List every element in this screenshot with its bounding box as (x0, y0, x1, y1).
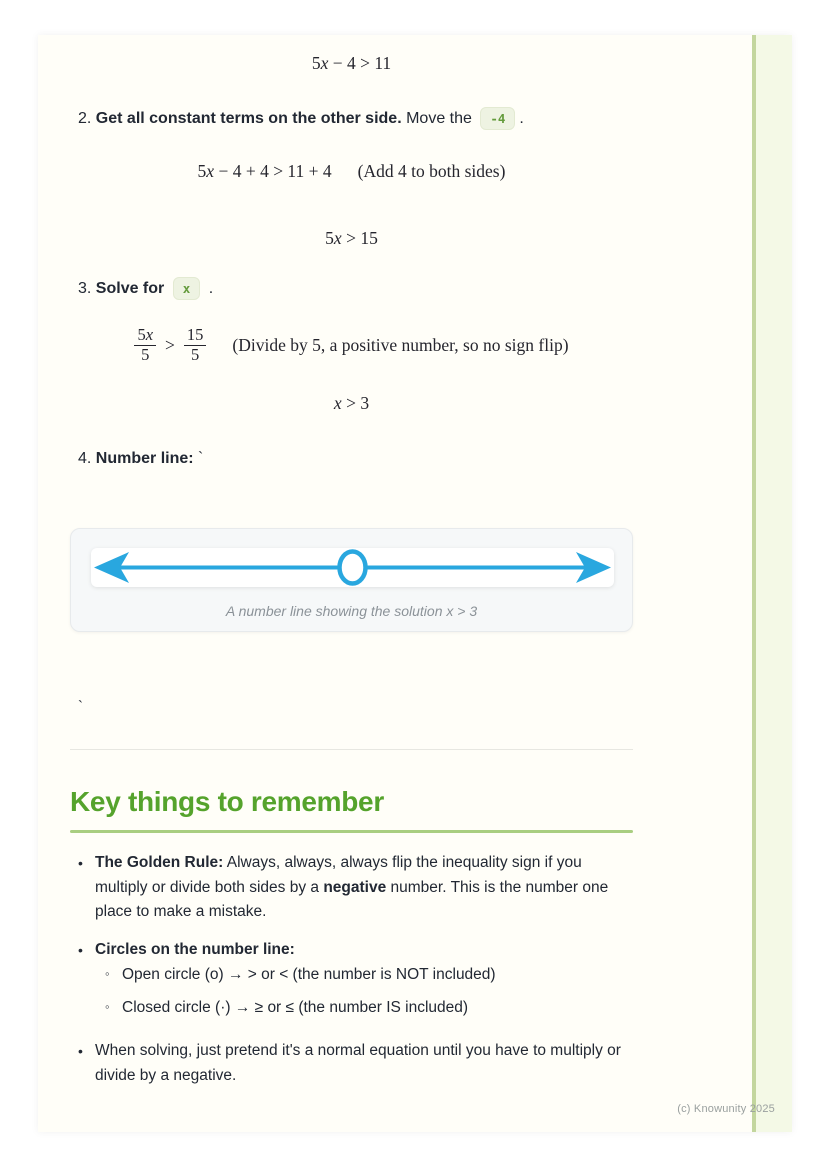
bullet-text: The Golden Rule: Always, always, always flip the inequality sign if you multiply or divide both sides by a negative number. This is the number one place to make a mistake. (95, 854, 609, 920)
circle-bullet-icon: ◦ (105, 998, 110, 1014)
inequality-operator: > (165, 334, 175, 355)
equation-variable: x (333, 228, 342, 248)
fraction-denominator: 5 (141, 344, 150, 364)
bullet-text: Open circle (o) → > or < (the number is NOT included) (122, 966, 496, 983)
step-4-line (78, 445, 203, 473)
equation-solution (70, 393, 633, 414)
step-text: . (208, 280, 214, 297)
key-points-list (78, 851, 626, 1101)
step-3-line (78, 275, 213, 303)
copyright-footer: (c) Knowunity 2025 (677, 1103, 775, 1115)
open-circle-marker (340, 552, 366, 584)
equation-text: − 4 > 11 (328, 53, 392, 73)
heading-underline (70, 830, 633, 833)
bullet-icon: • (78, 941, 83, 958)
equation-simplified (70, 228, 633, 249)
number-line-card (70, 528, 633, 632)
step-bold-text: Get all constant terms on the other side. (95, 110, 402, 127)
step-text: ` (198, 450, 204, 467)
step-bold-text: Number line: (95, 450, 194, 467)
step-bold-text: Solve for (95, 280, 165, 297)
step-text: . (519, 110, 524, 127)
list-item-circles (78, 938, 626, 1021)
bullet-text: Circles on the number line: (95, 940, 295, 958)
document-page (38, 35, 792, 1132)
step-number: 4. (78, 450, 92, 467)
fraction-numerator: 5x (134, 326, 156, 346)
bullet-text: When solving, just pretend it's a normal equation until you have to multiply or divide by a negative. (95, 1042, 621, 1084)
document-content (70, 35, 633, 1132)
step-number: 2. (78, 110, 92, 127)
equation-text: 5 (197, 161, 207, 181)
number-line-caption: A number line showing the solution x > 3 (225, 603, 478, 619)
stray-backtick: ` (78, 698, 83, 715)
bullet-text: Closed circle (·) → ≥ or ≤ (the number IS included) (122, 998, 469, 1016)
fraction-right (184, 326, 207, 365)
step-number: 3. (78, 280, 92, 297)
bullet-icon: • (78, 855, 83, 871)
equation-initial (70, 53, 633, 74)
equation-text: 5 (311, 53, 321, 73)
equation-text: 5 (325, 228, 334, 248)
equation-text: > 3 (341, 393, 370, 413)
equation-note: (Divide by 5, a positive number, so no sign flip) (232, 334, 569, 355)
equation-divide (70, 322, 633, 368)
equation-note: (Add 4 to both sides) (357, 161, 506, 181)
equation-variable: x (206, 161, 215, 181)
bullet-icon: • (78, 1043, 83, 1059)
circle-bullet-icon: ◦ (105, 966, 110, 981)
fraction-numerator: 15 (184, 326, 207, 346)
sub-list (95, 963, 626, 1020)
equation-text: > 15 (341, 228, 378, 248)
equation-add-four (70, 161, 633, 182)
fraction-left (134, 326, 156, 365)
number-line-strip (91, 548, 614, 587)
list-item-golden-rule (78, 851, 626, 925)
page-margin-green-band (752, 35, 792, 1132)
list-item-open-circle (105, 963, 626, 988)
step-text: Move the (406, 110, 472, 127)
section-divider (70, 749, 633, 750)
equation-variable: x (333, 393, 342, 413)
list-item-pretend (78, 1039, 626, 1088)
number-line-graphic (91, 548, 614, 587)
equation-variable: x (320, 53, 329, 73)
list-item-closed-circle (105, 996, 626, 1021)
fraction-denominator: 5 (191, 344, 200, 364)
equation-text: − 4 + 4 > 11 + 4 (214, 161, 332, 181)
inline-code-badge: x (173, 277, 201, 300)
section-heading: Key things to remember (70, 786, 384, 817)
step-2-line (78, 105, 524, 133)
inline-code-badge: -4 (480, 107, 515, 130)
